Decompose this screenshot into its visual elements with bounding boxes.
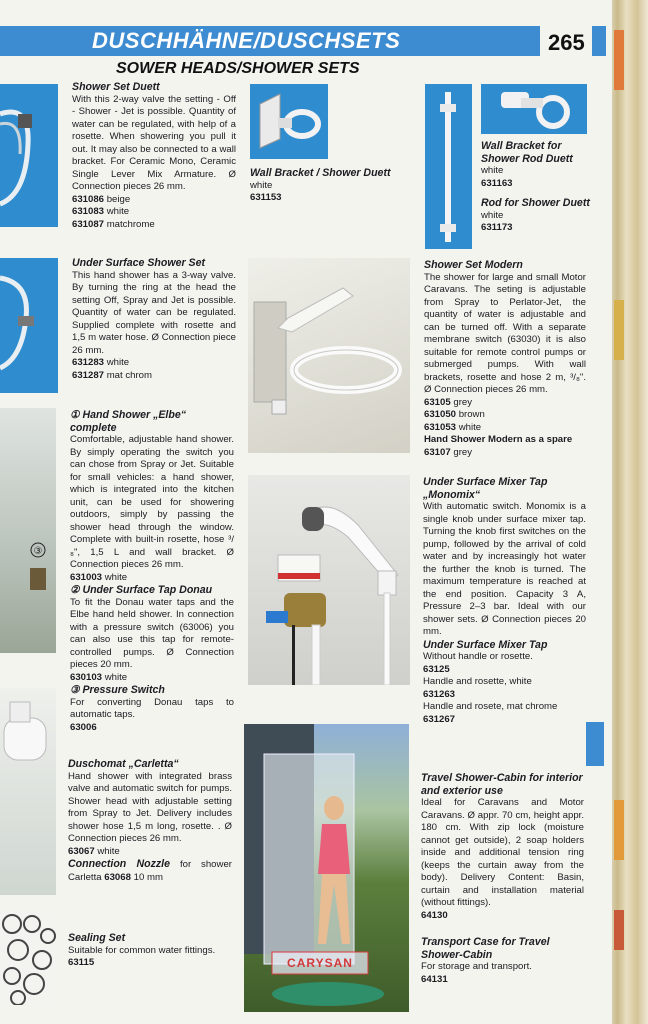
photo-wall-bracket-rod: [481, 84, 587, 134]
photo-sealing-set: [0, 910, 56, 1005]
rod-bracket-icon: [481, 84, 587, 134]
product-duschomat-carletta: Duschomat „Carletta“ Hand shower with integrated brass valve and automatic switch for pumps. Shower head with adjustable setting from Spray to Jet. Delivery includes shower hose 1,5 m long, rosette. . Ø Connection pieces 26 mm. 63067 white Connection Nozzle for shower Carletta 63068 10 mm: [68, 758, 232, 883]
section-subtitle: SOWER HEADS/SHOWER SETS: [116, 60, 360, 77]
wall-bracket-icon: [250, 84, 328, 159]
photo-travel-shower-cabin: [244, 724, 409, 1012]
shower-head-icon: [0, 688, 56, 895]
tap-icon: [0, 408, 56, 653]
shower-set-modern-icon: [248, 258, 410, 453]
shower-rod-icon: [425, 84, 472, 249]
edge-tab: [614, 800, 624, 860]
photo-under-surface-shower-set: [0, 258, 58, 393]
connection-nozzle: Connection Nozzle for shower Carletta 63068 10 mm: [68, 858, 232, 883]
product-transport-case: Transport Case for Travel Shower-Cabin For storage and transport. 64131: [421, 936, 550, 985]
photo-shower-set-duett: [0, 84, 58, 227]
page-number: 265: [548, 30, 585, 55]
header-bar: [0, 26, 540, 56]
page-title: DUSCHHÄHNE/DUSCHSETS: [92, 28, 401, 53]
mixer-tap-icon: [248, 475, 410, 685]
product-hand-shower-elbe: ① Hand Shower „Elbe“ complete Comfortable, adjustable hand shower. By simply operating the switch you can chose from Spray or Jet. Suitable for small vehicles: a hand shower, which is integrated into the kitchen unit, can be used for showering outdoors, simply by passing the shower head through the window. Complete with built-in rosette, hose ³/₈", 1,5 L and wall bracket. Ø Connection pieces 26 mm. 631003 white ② Under Surface Tap Donau To fit the Donau water taps and the Elbe hand held shower. In connection with a pressure switch (63006) you can also use this tap for remote-controlled pumps. Ø Connection pieces 20 mm. 630103 white ③ Pressure Switch For converting Donau taps to automatic taps. 63006: [70, 409, 234, 733]
section-marker-bar: [586, 722, 604, 766]
page-stack-edge: [612, 0, 648, 1024]
product-monomix: Under Surface Mixer Tap „Monomix“ With automatic switch. Monomix is a single knob under surface mixer tap. Turning the knob first switches on the pump, followed by the arrival of cold water and by increasingly hot water the further the knob is turned. The maximum temperature is reached at the end position. Capacity 3 A, Pressure 2–3 bar. Ideal with our shower sets. Ø Connection pieces 20 mm. Under Surface Mixer Tap Without handle or rosette. 63125 Handle and rosette, white 631263 Handle and rosete, mat chrome 631267: [423, 476, 586, 725]
hose-icon: [0, 258, 58, 393]
edge-tab: [614, 300, 624, 360]
photo-duschomat: [0, 688, 56, 895]
edge-tab: [614, 910, 624, 950]
photo-elbe-kitchen: [0, 408, 56, 653]
product-sealing-set: Sealing Set Suitable for common water fittings. 63115: [68, 932, 216, 968]
photo-wall-bracket-duett: [250, 84, 328, 159]
marker-3-label: ③: [33, 546, 43, 557]
product-wall-bracket-rod: Wall Bracket for Shower Rod Duett white 631163: [481, 140, 573, 189]
page-tab-marker: [592, 26, 606, 56]
product-shower-set-duett: Shower Set Duett With this 2-way valve the setting - Off - Shower - Jet is possible. Quantity of water can be regulated, with help of a rosette. When showering you pull it out. It may also be connected to a wall bracket. For Ceramic Mono, Ceramic Single Lever Mix Armature. Ø Connection pieces 26 mm. 631086 beige 631083 white 631087 matchrome: [72, 81, 236, 230]
seal-rings-icon: [0, 910, 56, 1005]
carysan-logo: CARYSAN: [287, 956, 353, 970]
hose-icon: [0, 84, 58, 227]
product-under-surface-shower-set: Under Surface Shower Set This hand shower has a 3-way valve. By turning the ring at the head the setting Off, Spray and Jet is possible. Quantity of water can be regulated. Supplied complete with rosette and 1,5 m water hose. Ø Connection piece 26 mm. 631283 white 631287 mat chrom: [72, 257, 236, 381]
photo-shower-rod-duett: [425, 84, 472, 249]
product-wall-bracket-duett: Wall Bracket / Shower Duett white 631153: [250, 167, 391, 203]
product-rod-shower-duett: Rod for Shower Duett white 631173: [481, 197, 590, 233]
product-travel-shower-cabin: Travel Shower-Cabin for interior and exterior use Ideal for Caravans and Motor Caravans. Ø appr. 70 cm, height appr. 180 cm. With zip lock (moisture cannot get outside), 2 soap holders inside and additional tension ring (keeps the curtain away from the body). Delivery Content: Basin, curtain and installation material (without fittings). 64130: [421, 772, 584, 921]
product-shower-set-modern: Shower Set Modern The shower for large and small Motor Caravans. The seting is adjustable from Spray to Perlator-Jet, the quantity of water is adjustable and can be turned off. With a separate membrane switch (63030) it is also suitable for remote control pumps or submerged pumps. With wall brackets, rosette and hose 2 m, ³/₈". Ø Connection pieces 26 mm. 63105 grey 631050 brown 631053 white Hand Shower Modern as a spare 63107 grey: [424, 259, 586, 458]
photo-monomix-mixer: [248, 475, 410, 685]
edge-tab: [614, 30, 624, 90]
photo-shower-set-modern: [248, 258, 410, 453]
